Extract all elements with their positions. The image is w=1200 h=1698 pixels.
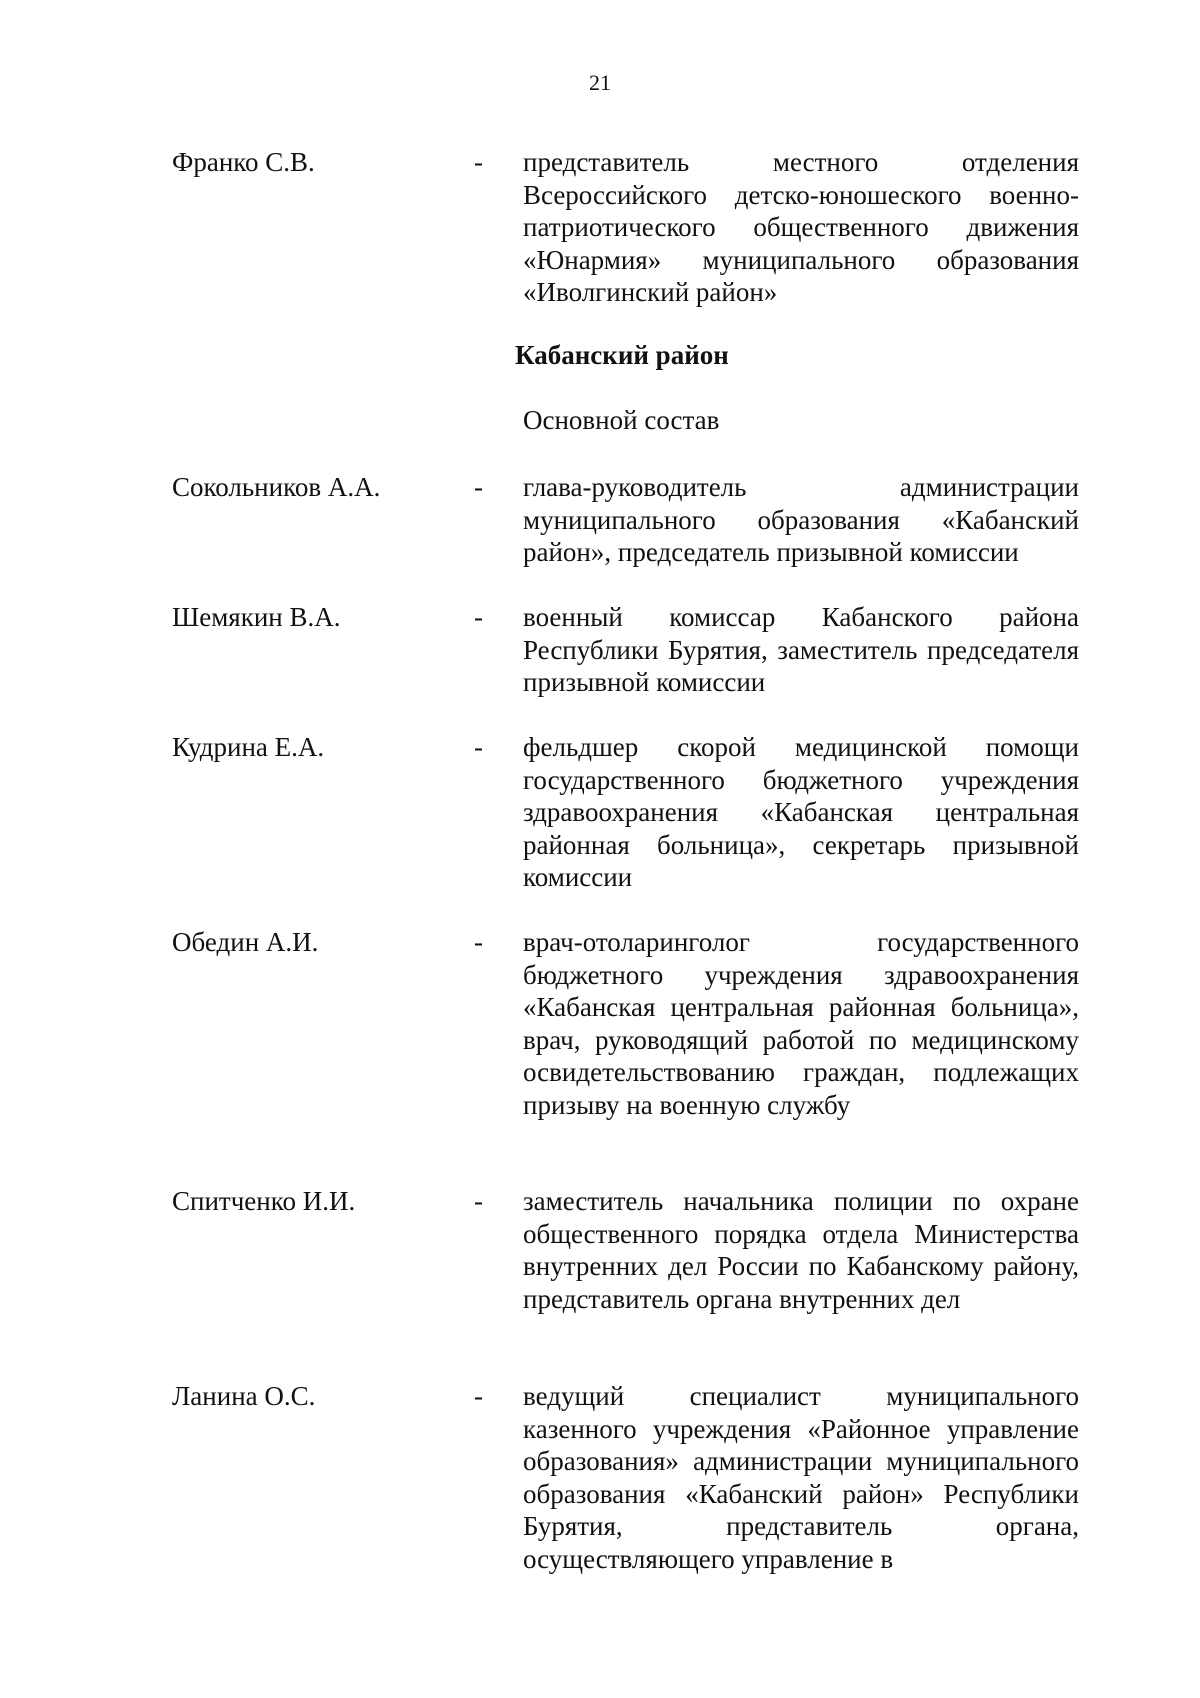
member-role: фельдшер скорой медицинской помощи государственного бюджетного учреждения здравоохранения «Кабанская центральная районная больница», секретарь призывной комиссии: [523, 732, 1079, 893]
member-role: ведущий специалист муниципального казенного учреждения «Районное управление образования» администрации муниципального образования «Кабанский район» Республики Бурятия, представитель органа, осуществляющего управление в: [523, 1381, 1079, 1574]
separator-dash: -: [474, 732, 483, 762]
member-role: врач-отоларинголог государственного бюджетного учреждения здравоохранения «Кабанская центральная районная больница», врач, руководящий работой по медицинскому освидетельствованию граждан, подлежащих призыву на военную службу: [523, 927, 1079, 1120]
member-role: военный комиссар Кабанского района Республики Бурятия, заместитель председателя призывной комиссии: [523, 602, 1079, 698]
member-role: заместитель начальника полиции по охране общественного порядка отдела Министерства внутренних дел России по Кабанскому району, представитель органа внутренних дел: [523, 1186, 1079, 1314]
member-name: Обедин А.И.: [172, 927, 319, 957]
page-number: 21: [589, 70, 611, 95]
separator-dash: -: [474, 472, 483, 502]
member-name: Кудрина Е.А.: [172, 732, 325, 762]
member-role: представитель местного отделения Всероссийского детско-юношеского военно-патриотического общественного движения «Юнармия» муниципального образования «Иволгинский район»: [523, 147, 1079, 308]
separator-dash: -: [474, 1186, 483, 1216]
district-heading: Кабанский район: [515, 340, 729, 370]
member-name: Шемякин В.А.: [172, 602, 341, 632]
member-name: Сокольников А.А.: [172, 472, 381, 502]
separator-dash: -: [474, 602, 483, 632]
member-role: глава-руководитель администрации муниципального образования «Кабанский район», председатель призывной комиссии: [523, 472, 1079, 568]
member-name: Франко С.В.: [172, 147, 315, 177]
separator-dash: -: [474, 1381, 483, 1411]
member-name: Спитченко И.И.: [172, 1186, 356, 1216]
member-name: Ланина О.С.: [172, 1381, 316, 1411]
section-subheading: Основной состав: [523, 405, 720, 435]
separator-dash: -: [474, 147, 483, 177]
separator-dash: -: [474, 927, 483, 957]
